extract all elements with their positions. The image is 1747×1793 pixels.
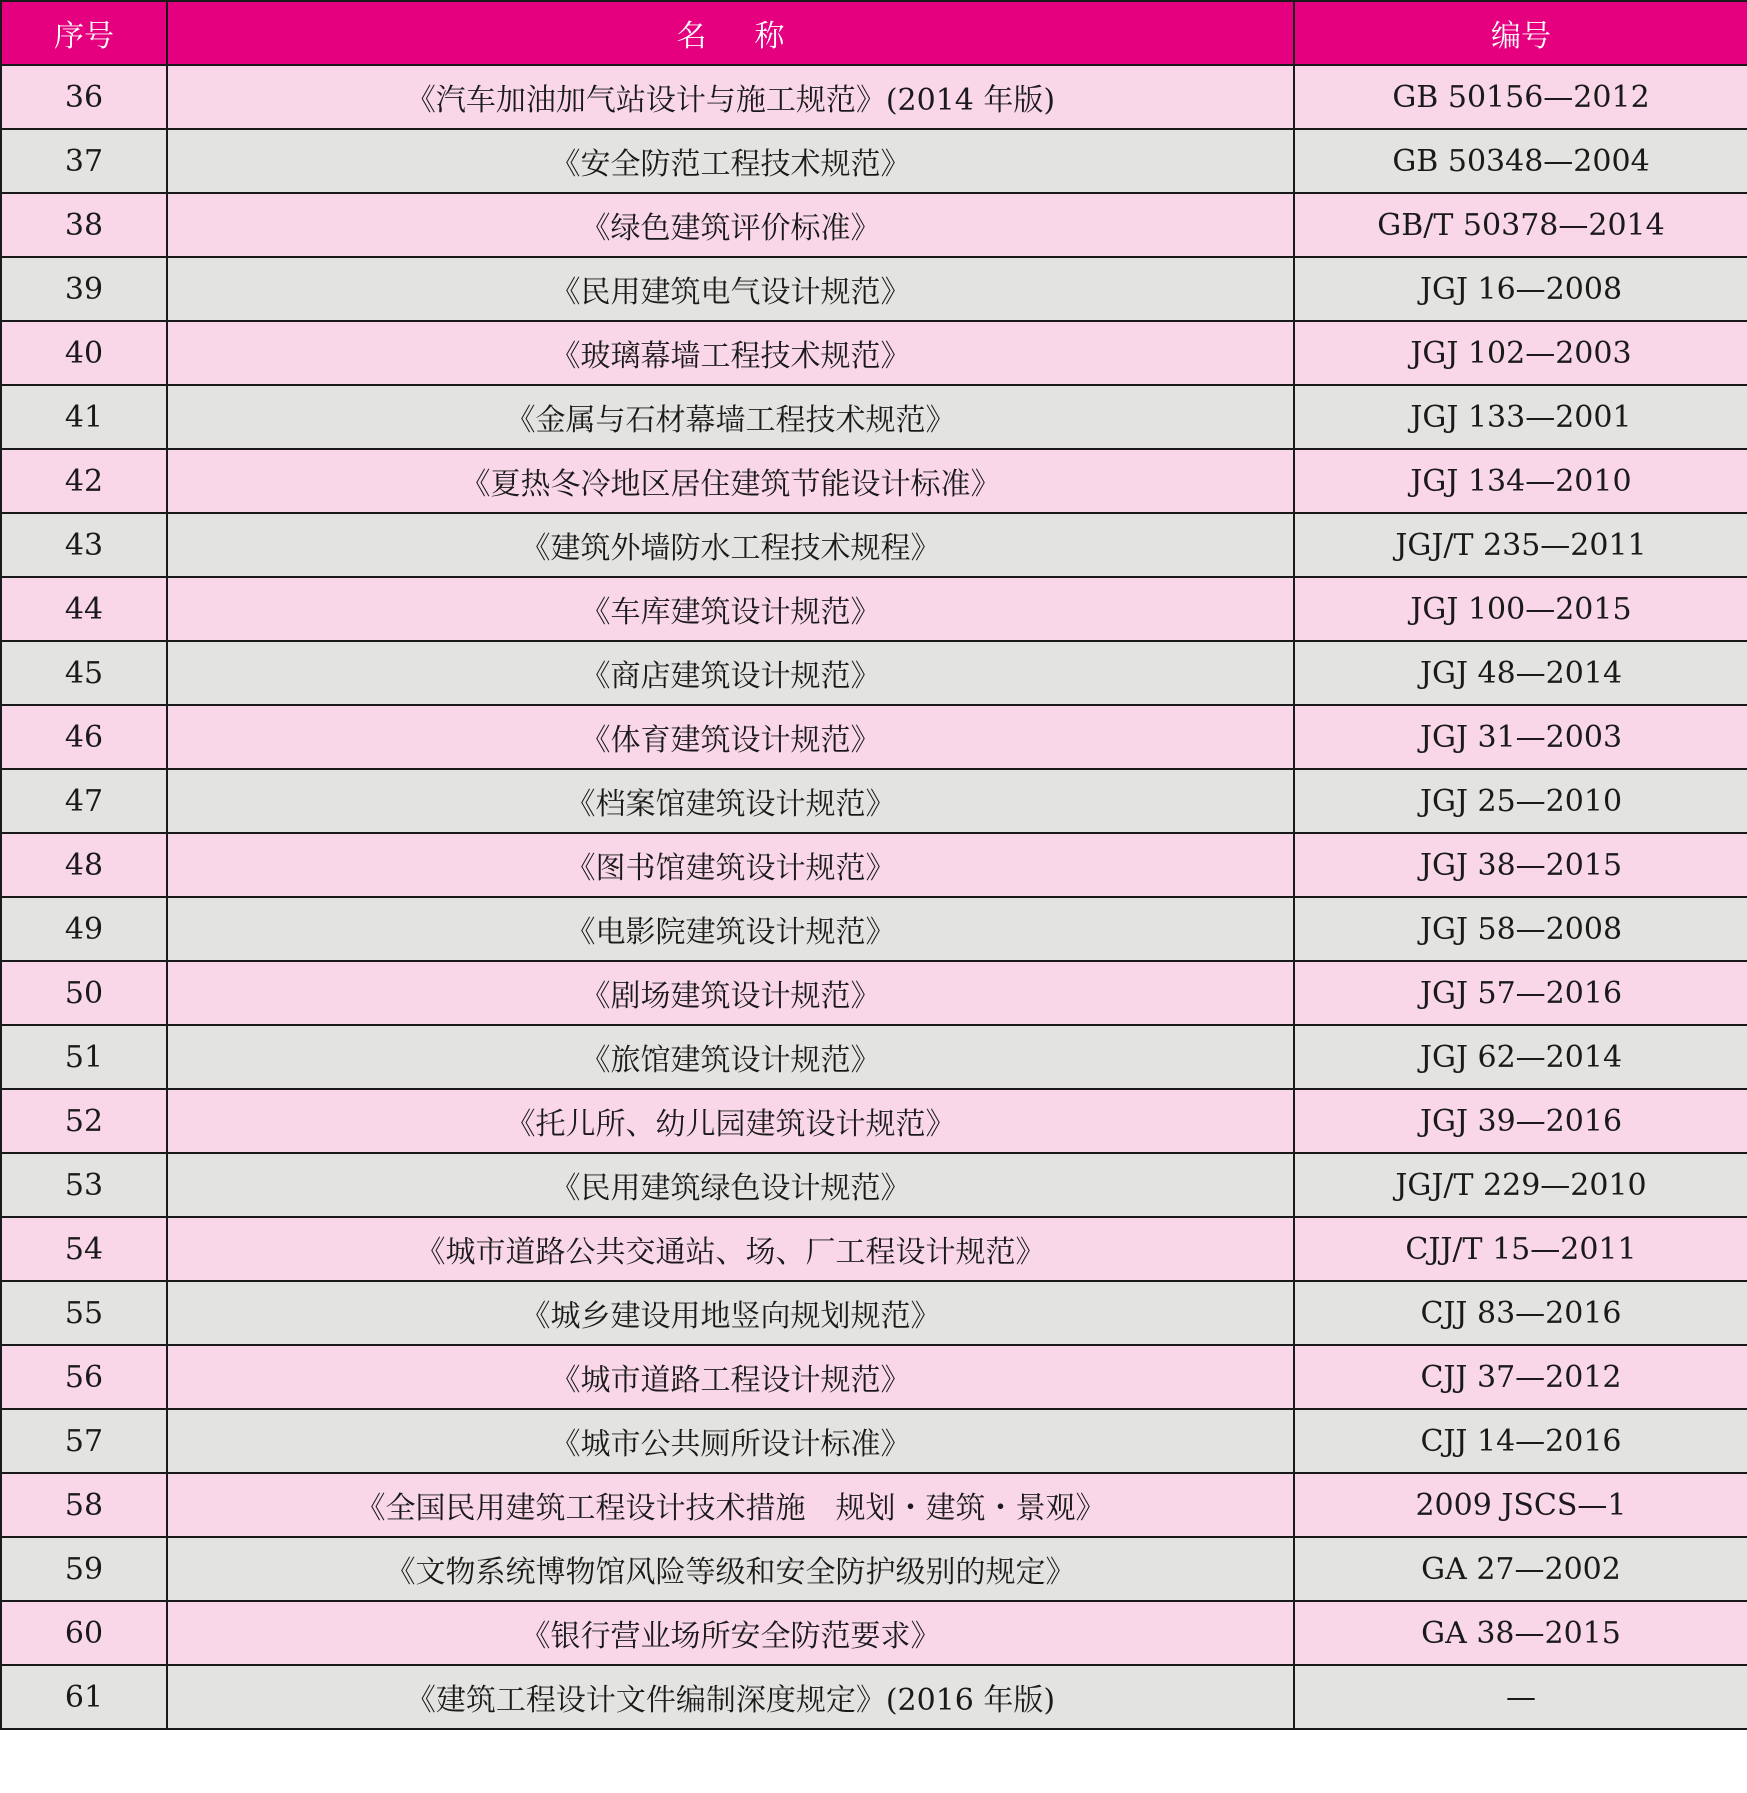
cell-code: JGJ 100—2015 [1294,577,1747,641]
cell-name: 《夏热冬冷地区居住建筑节能设计标准》 [167,449,1294,513]
header-code: 编号 [1294,1,1747,65]
cell-no: 55 [1,1281,167,1345]
table-row [1,129,1747,193]
table-row [1,257,1747,321]
cell-no: 61 [1,1665,167,1729]
table-row [1,641,1747,705]
cell-name: 《民用建筑电气设计规范》 [167,257,1294,321]
cell-no: 38 [1,193,167,257]
cell-code: JGJ/T 229—2010 [1294,1153,1747,1217]
cell-no: 60 [1,1601,167,1665]
table-row [1,1089,1747,1153]
cell-no: 37 [1,129,167,193]
cell-no: 54 [1,1217,167,1281]
table-row [1,705,1747,769]
cell-code: JGJ 133—2001 [1294,385,1747,449]
cell-code: JGJ 58—2008 [1294,897,1747,961]
cell-no: 58 [1,1473,167,1537]
cell-name: 《玻璃幕墙工程技术规范》 [167,321,1294,385]
cell-name: 《建筑工程设计文件编制深度规定》(2016 年版) [167,1665,1294,1729]
cell-code: JGJ 48—2014 [1294,641,1747,705]
cell-no: 42 [1,449,167,513]
cell-no: 47 [1,769,167,833]
cell-no: 48 [1,833,167,897]
table-row [1,1665,1747,1729]
cell-no: 39 [1,257,167,321]
table-row [1,1473,1747,1537]
cell-code: CJJ 14—2016 [1294,1409,1747,1473]
table-header-row [1,1,1747,65]
cell-code: — [1294,1665,1747,1729]
table-row [1,1409,1747,1473]
cell-name: 《金属与石材幕墙工程技术规范》 [167,385,1294,449]
cell-name: 《城乡建设用地竖向规划规范》 [167,1281,1294,1345]
cell-no: 40 [1,321,167,385]
cell-no: 49 [1,897,167,961]
table-row [1,769,1747,833]
cell-name: 《商店建筑设计规范》 [167,641,1294,705]
cell-name: 《安全防范工程技术规范》 [167,129,1294,193]
cell-code: GA 27—2002 [1294,1537,1747,1601]
cell-name: 《城市道路公共交通站、场、厂工程设计规范》 [167,1217,1294,1281]
table-row [1,513,1747,577]
table-row [1,449,1747,513]
table-row [1,1217,1747,1281]
cell-name: 《车库建筑设计规范》 [167,577,1294,641]
cell-code: GB 50348—2004 [1294,129,1747,193]
cell-name: 《城市公共厕所设计标准》 [167,1409,1294,1473]
cell-code: JGJ 25—2010 [1294,769,1747,833]
cell-code: CJJ/T 15—2011 [1294,1217,1747,1281]
cell-no: 43 [1,513,167,577]
cell-no: 53 [1,1153,167,1217]
table-row [1,1153,1747,1217]
table-row [1,1601,1747,1665]
cell-code: GB/T 50378—2014 [1294,193,1747,257]
cell-no: 52 [1,1089,167,1153]
cell-no: 44 [1,577,167,641]
cell-name: 《剧场建筑设计规范》 [167,961,1294,1025]
cell-code: CJJ 37—2012 [1294,1345,1747,1409]
cell-name: 《汽车加油加气站设计与施工规范》(2014 年版) [167,65,1294,129]
cell-code: JGJ 38—2015 [1294,833,1747,897]
cell-name: 《全国民用建筑工程设计技术措施 规划・建筑・景观》 [167,1473,1294,1537]
table-row [1,577,1747,641]
cell-code: JGJ 57—2016 [1294,961,1747,1025]
cell-name: 《文物系统博物馆风险等级和安全防护级别的规定》 [167,1537,1294,1601]
cell-name: 《档案馆建筑设计规范》 [167,769,1294,833]
table-row [1,833,1747,897]
cell-no: 41 [1,385,167,449]
table-row [1,961,1747,1025]
table-row [1,193,1747,257]
table-row [1,65,1747,129]
cell-code: JGJ 62—2014 [1294,1025,1747,1089]
cell-no: 36 [1,65,167,129]
cell-name: 《城市道路工程设计规范》 [167,1345,1294,1409]
table-row [1,1537,1747,1601]
table-row [1,1345,1747,1409]
table-row [1,385,1747,449]
cell-name: 《托儿所、幼儿园建筑设计规范》 [167,1089,1294,1153]
cell-name: 《图书馆建筑设计规范》 [167,833,1294,897]
cell-code: JGJ 134—2010 [1294,449,1747,513]
cell-code: GA 38—2015 [1294,1601,1747,1665]
cell-code: JGJ/T 235—2011 [1294,513,1747,577]
cell-code: JGJ 39—2016 [1294,1089,1747,1153]
cell-no: 45 [1,641,167,705]
cell-no: 59 [1,1537,167,1601]
cell-code: JGJ 102—2003 [1294,321,1747,385]
table-row [1,1281,1747,1345]
cell-code: 2009 JSCS—1 [1294,1473,1747,1537]
cell-name: 《民用建筑绿色设计规范》 [167,1153,1294,1217]
cell-code: CJJ 83—2016 [1294,1281,1747,1345]
cell-code: JGJ 16—2008 [1294,257,1747,321]
header-no: 序号 [1,1,167,65]
cell-no: 46 [1,705,167,769]
table-row [1,1025,1747,1089]
cell-no: 57 [1,1409,167,1473]
cell-no: 51 [1,1025,167,1089]
header-name: 名称 [167,1,1294,65]
cell-name: 《银行营业场所安全防范要求》 [167,1601,1294,1665]
cell-code: JGJ 31—2003 [1294,705,1747,769]
table-row [1,897,1747,961]
cell-name: 《体育建筑设计规范》 [167,705,1294,769]
cell-code: GB 50156—2012 [1294,65,1747,129]
cell-name: 《绿色建筑评价标准》 [167,193,1294,257]
cell-name: 《电影院建筑设计规范》 [167,897,1294,961]
cell-name: 《建筑外墙防水工程技术规程》 [167,513,1294,577]
cell-no: 50 [1,961,167,1025]
table-row [1,321,1747,385]
cell-no: 56 [1,1345,167,1409]
cell-name: 《旅馆建筑设计规范》 [167,1025,1294,1089]
